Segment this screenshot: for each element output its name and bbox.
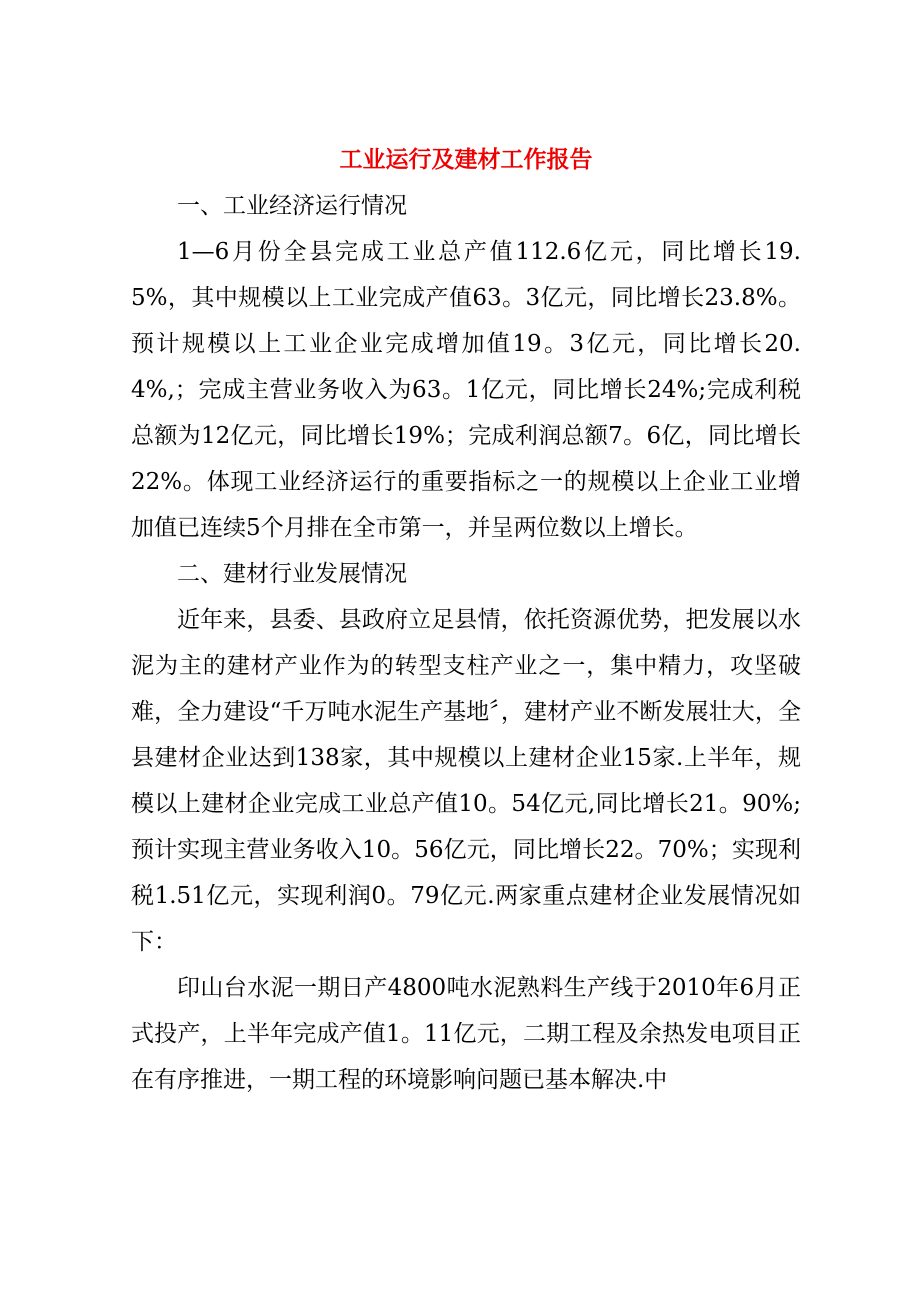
section-heading-building-materials: 二、建材行业发展情况 [177, 561, 407, 587]
document-title: 工业运行及建材工作报告 [339, 147, 593, 173]
section-heading-industrial-operation: 一、工业经济运行情况 [177, 193, 407, 219]
paragraph-building-materials-overview: 近年来，县委、县政府立足县情，依托资源优势，把发展以水泥为主的建材产业作为的转型支柱产业之一，集中精力，攻坚破难，全力建设“千万吨水泥生产基地〞，建材产业不断发展壮大，全县建材企业达到138家，其中规模以上建材企业15家.上半年，规模以上建材企业完成工业总产值10。54亿元,同比增长21。90%;预计实现主营业务收入10。56亿元，同比增长22。70%；实现利税1.51亿元，实现利润0。79亿元.两家重点建材企业发展情况如下： [131, 607, 801, 955]
paragraph-yinshantai-cement: 印山台水泥一期日产4800吨水泥熟料生产线于2010年6月正式投产，上半年完成产值1。11亿元，二期工程及余热发电项目正在有序推进，一期工程的环境影响问题已基本解决.中 [131, 975, 801, 1093]
paragraph-industrial-statistics: 1—6月份全县完成工业总产值112.6亿元，同比增长19.5%，其中规模以上工业完成产值63。3亿元，同比增长23.8%。预计规模以上工业企业完成增加值19。3亿元，同比增长20.4%,；完成主营业务收入为63。1亿元，同比增长24%;完成利税总额为12亿元，同比增长19%；完成利润总额7。6亿，同比增长22%。体现工业经济运行的重要指标之一的规模以上企业工业增加值已连续5个月排在全市第一，并呈两位数以上增长。 [131, 239, 801, 541]
document-body [131, 137, 801, 1103]
